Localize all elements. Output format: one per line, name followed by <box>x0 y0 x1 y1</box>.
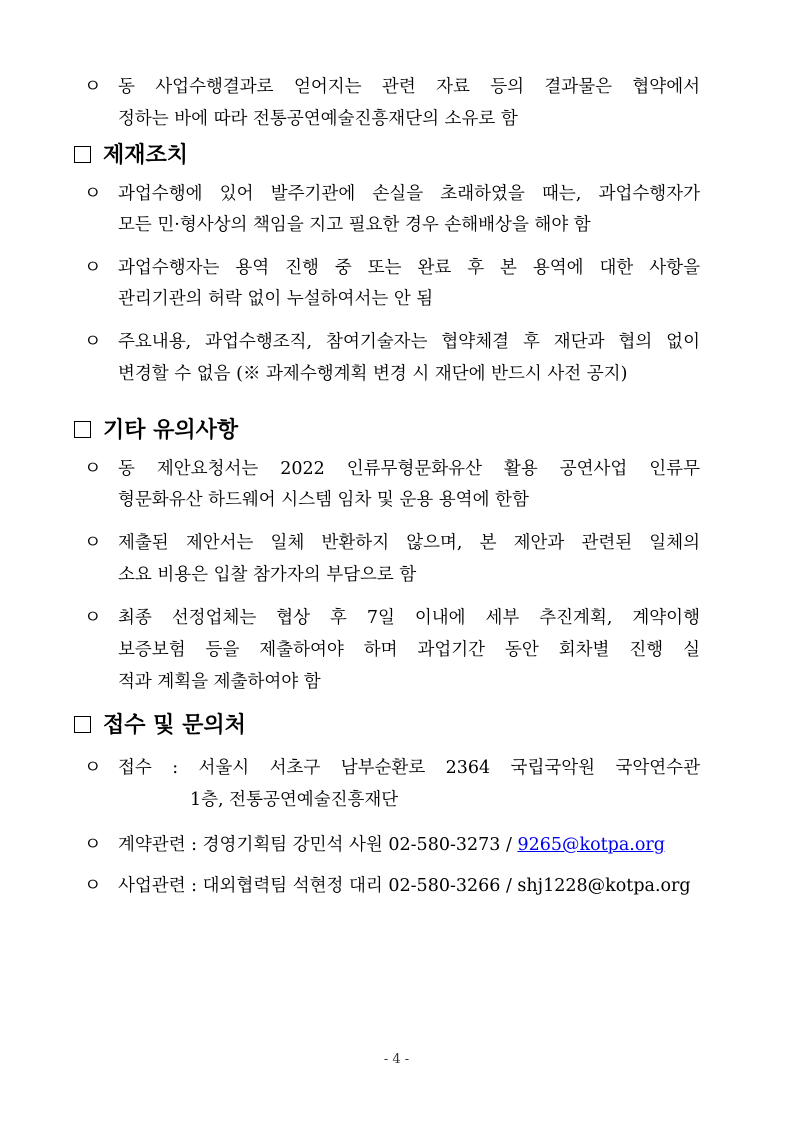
contact-contract-text: 계약관련 : 경영기획팀 강민석 사원 02-580-3273 / <box>118 835 518 855</box>
contract-email-link[interactable]: 9265@kotpa.org <box>517 835 665 855</box>
other-item1-line2: 형문화유산 하드웨어 시스템 임차 및 운용 용역에 한함 <box>118 490 529 510</box>
bullet: ㅇ <box>84 834 102 855</box>
intro-item1-line1: 동 사업수행결과로 얻어지는 관련 자료 등의 결과물은 협약에서 <box>118 77 700 97</box>
bullet: ㅇ <box>84 458 102 479</box>
sanctions-item2-line1: 과업수행자는 용역 진행 중 또는 완료 후 본 용역에 대한 사항을 <box>118 258 700 278</box>
other-item1-line1: 동 제안요청서는 2022 인류무형문화유산 활용 공연사업 인류무 <box>118 459 700 479</box>
contact-business-line: 사업관련 : 대외협력팀 석현정 대리 02-580-3266 / shj1228@kotpa.org <box>118 876 691 896</box>
contact-reception-line2: 1층, 전통공연예술진흥재단 <box>190 790 399 810</box>
bullet: ㅇ <box>84 331 102 352</box>
other-item2-line2: 소요 비용은 입찰 참가자의 부담으로 함 <box>118 565 417 585</box>
checkbox-square-icon <box>74 716 91 733</box>
section-heading-other: 기타 유의사항 <box>74 418 238 444</box>
other-item3-line3: 적과 계획을 제출하여야 함 <box>118 672 321 692</box>
bullet: ㅇ <box>84 257 102 278</box>
sanctions-item3-line1: 주요내용, 과업수행조직, 참여기술자는 협약체결 후 재단과 협의 없이 <box>118 332 700 352</box>
bullet: ㅇ <box>84 875 102 896</box>
sanctions-item1-line2: 모든 민·형사상의 책임을 지고 필요한 경우 손해배상을 해야 함 <box>118 215 591 235</box>
contact-reception-line1: 접수 : 서울시 서초구 남부순환로 2364 국립국악원 국악연수관 <box>118 758 700 778</box>
intro-item1-line2: 정하는 바에 따라 전통공연예술진흥재단의 소유로 함 <box>118 109 518 129</box>
section-heading-sanctions: 제재조치 <box>74 143 188 169</box>
bullet: ㅇ <box>84 532 102 553</box>
other-item2-line1: 제출된 제안서는 일체 반환하지 않으며, 본 제안과 관련된 일체의 <box>118 533 700 553</box>
sanctions-item3-line2: 변경할 수 없음 (※ 과제수행계획 변경 시 재단에 반드시 사전 공지) <box>118 364 628 384</box>
page-number: - 4 - <box>383 1052 410 1067</box>
bullet: ㅇ <box>84 183 102 204</box>
checkbox-square-icon <box>74 421 91 438</box>
checkbox-square-icon <box>74 146 91 163</box>
sanctions-item2-line2: 관리기관의 허락 없이 누설하여서는 안 됨 <box>118 289 434 309</box>
sanctions-item1-line1: 과업수행에 있어 발주기관에 손실을 초래하였을 때는, 과업수행자가 <box>118 184 700 204</box>
bullet: ㅇ <box>84 76 102 97</box>
other-item3-line1: 최종 선정업체는 협상 후 7일 이내에 세부 추진계획, 계약이행 <box>118 608 700 628</box>
bullet: ㅇ <box>84 607 102 628</box>
bullet: ㅇ <box>84 757 102 778</box>
contact-contract-line <box>118 834 665 856</box>
section-heading-contact: 접수 및 문의처 <box>74 713 246 739</box>
other-item3-line2: 보증보험 등을 제출하여야 하며 과업기간 동안 회차별 진행 실 <box>118 640 700 660</box>
